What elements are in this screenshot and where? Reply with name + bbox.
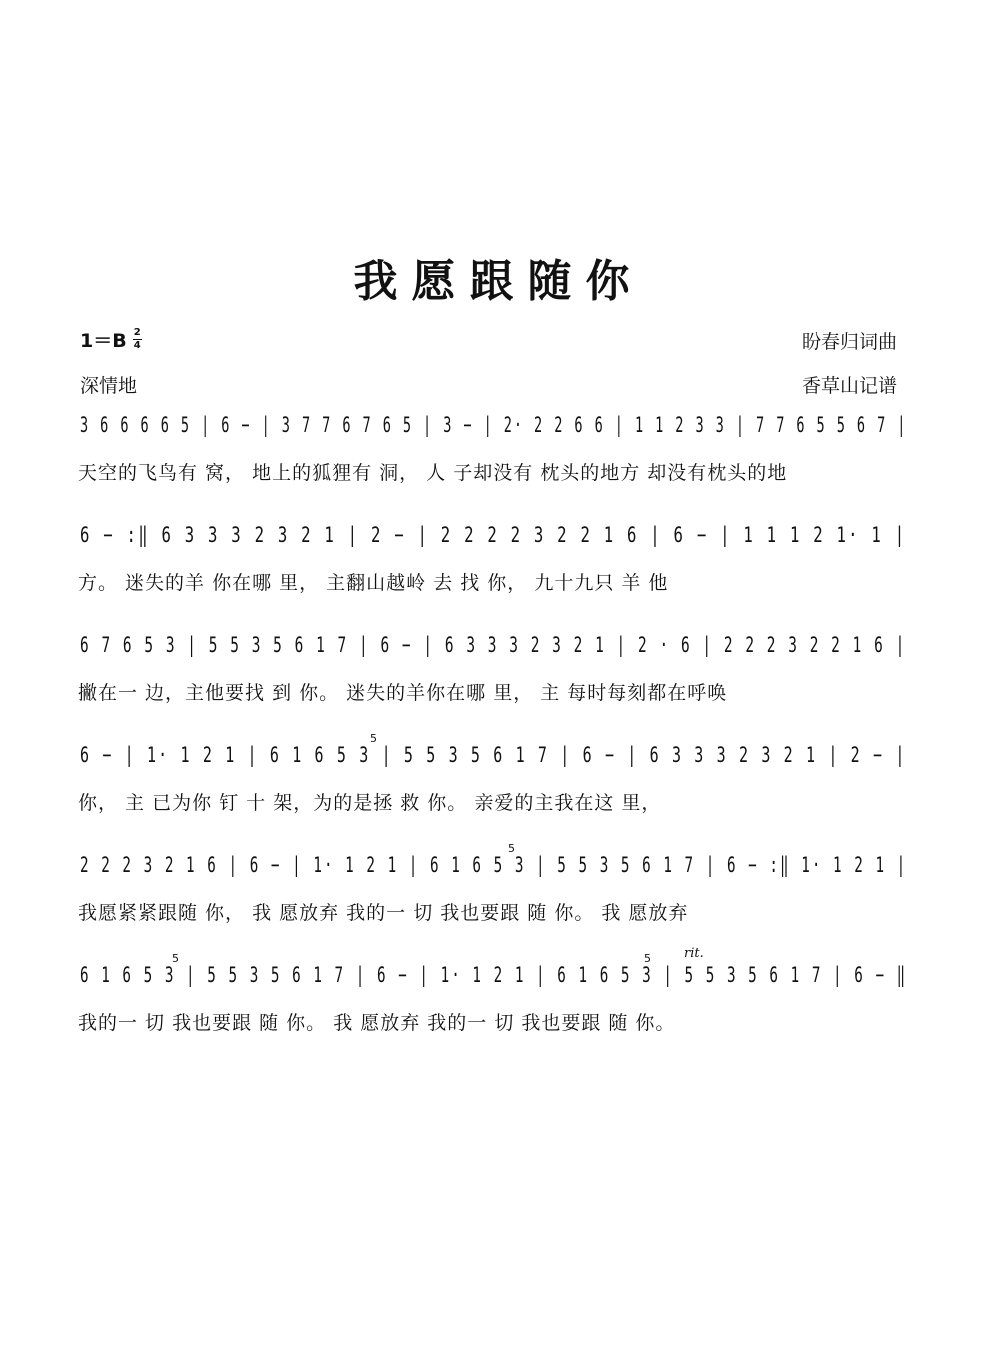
time-signature: [133, 328, 142, 351]
grace-note-row-6a: 5: [172, 952, 179, 965]
grace-note-row-6b: 5: [644, 952, 651, 965]
score-row-2-lyrics: 方。 迷失的羊 你在哪 里， 主翻山越岭 去 找 你， 九十九只 羊 他: [78, 572, 669, 594]
score-row-4-notes: 6 − | 1· 1 2 1 | 6 1 6 5 3 | 5 5 3 5 6 1 7 | 6 − | 6 3 3 3 2 3 2 1 | 2 − |: [80, 743, 907, 767]
grace-note-row-4: 5: [370, 732, 377, 745]
score-row-6-notes: 6 1 6 5 3 | 5 5 3 5 6 1 7 | 6 − | 1· 1 2 1 | 6 1 6 5 3 | 5 5 3 5 6 1 7 | 6 − ‖: [80, 963, 908, 987]
score-row-4-lyrics: 你， 主 已为你 钉 十 架，为的是拯 救 你。 亲爱的主我在这 里，: [78, 792, 662, 814]
time-sig-bottom: 4: [133, 340, 141, 351]
score-row-1-notes: 3 6 6 6 6 5 | 6 − | 3 7 7 6 7 6 5 | 3 − | 2· 2 2 6 6 | 1 1 2 3 3 | 7 7 6 5 5 6 7 |: [80, 413, 908, 437]
transcriber-credit: 香草山记谱: [801, 375, 897, 397]
key-signature: [80, 326, 142, 353]
grace-note-row-5: 5: [508, 842, 515, 855]
score-row-6-lyrics: 我的一 切 我也要跟 随 你。 我 愿放弃 我的一 切 我也要跟 随 你。: [78, 1012, 676, 1034]
score-row-5-lyrics: 我愿紧紧跟随 你， 我 愿放弃 我的一 切 我也要跟 随 你。 我 愿放弃: [78, 902, 689, 924]
score-row-1-lyrics: 天空的飞鸟有 窝， 地上的狐狸有 洞， 人 子却没有 枕头的地方 却没有枕头的地: [78, 462, 788, 484]
ritardando-mark: rit.: [684, 946, 704, 961]
key-label: 1＝B: [80, 330, 127, 352]
score-row-5-notes: 2 2 2 3 2 1 6 | 6 − | 1· 1 2 1 | 6 1 6 5 3 | 5 5 3 5 6 1 7 | 6 − :‖ 1· 1 2 1 |: [80, 853, 908, 877]
song-title: 我愿跟随你: [353, 256, 644, 307]
tempo-marking: 深情地: [80, 375, 138, 397]
score-row-2-notes: 6 − :‖ 6 3 3 3 2 3 2 1 | 2 − | 2 2 2 2 3 2 2 1 6 | 6 − | 1 1 1 2 1· 1 |: [80, 523, 907, 547]
time-sig-top: 2: [133, 327, 141, 338]
score-row-3-lyrics: 撇在一 边，主他要找 到 你。 迷失的羊你在哪 里， 主 每时每刻都在呼唤: [78, 682, 728, 704]
composer-credit: 盼春归词曲: [801, 331, 897, 353]
score-row-3-notes: 6 7 6 5 3 | 5 5 3 5 6 1 7 | 6 − | 6 3 3 3 2 3 2 1 | 2 · 6 | 2 2 2 3 2 2 1 6 |: [80, 633, 907, 657]
